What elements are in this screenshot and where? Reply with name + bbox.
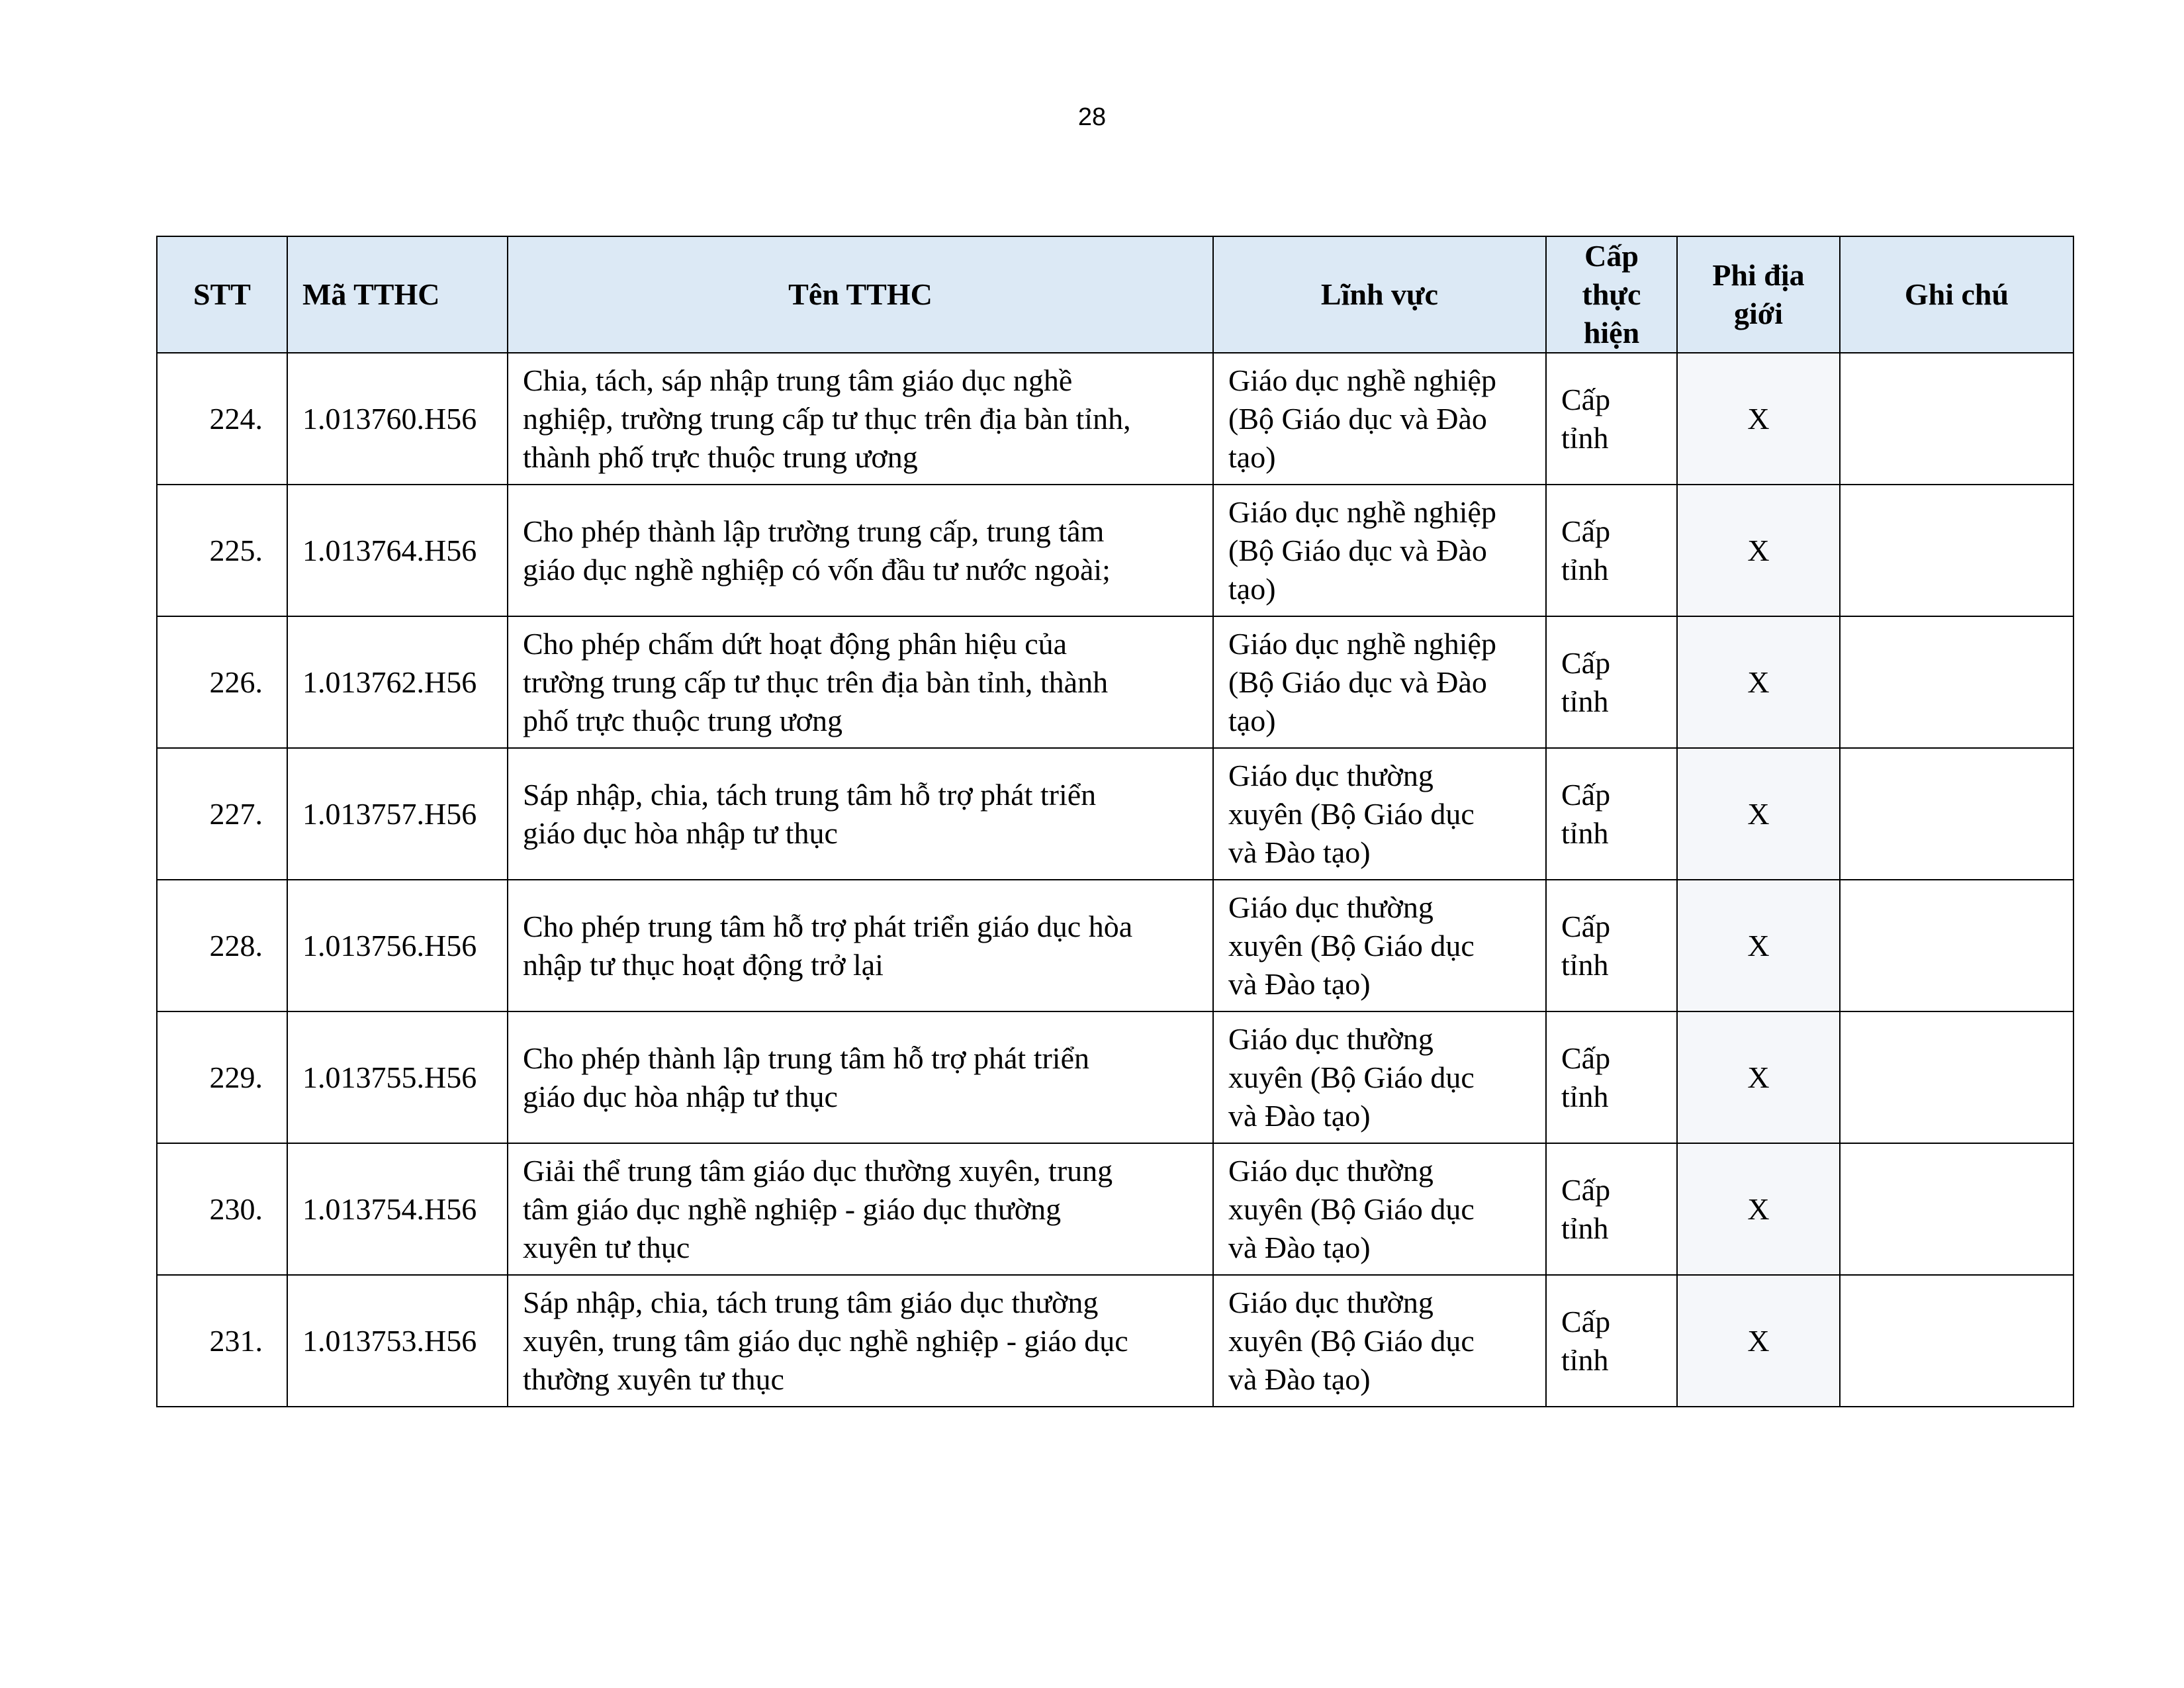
cell-stt: 227. (157, 748, 287, 880)
field-line: và Đào tạo) (1228, 966, 1371, 1001)
field-line: và Đào tạo) (1228, 1362, 1371, 1396)
cell-level (1546, 353, 1677, 485)
name-line: thành phố trực thuộc trung ương (523, 440, 918, 474)
cell-stt: 229. (157, 1011, 287, 1143)
cell-nonlocal: X (1677, 1275, 1840, 1407)
cell-stt: 225. (157, 485, 287, 616)
level-line: Cấp (1561, 777, 1611, 812)
field-line: và Đào tạo) (1228, 1098, 1371, 1133)
field-line: Giáo dục thường (1228, 1153, 1433, 1188)
header-nonlocal (1677, 236, 1840, 353)
name-line: nghiệp, trường trung cấp tư thục trên địa bàn tỉnh, (523, 401, 1131, 436)
name-line: trường trung cấp tư thục trên địa bàn tỉnh, thành (523, 665, 1109, 699)
cell-nonlocal: X (1677, 1011, 1840, 1143)
cell-field (1213, 485, 1546, 616)
header-level-line: hiện (1583, 316, 1640, 350)
field-line: xuyên (Bộ Giáo dục (1228, 1060, 1475, 1094)
field-line: tạo) (1228, 571, 1276, 606)
table-header-row (157, 236, 2073, 353)
cell-code: 1.013757.H56 (287, 748, 508, 880)
name-line: Cho phép chấm dứt hoạt động phân hiệu của (523, 626, 1068, 661)
cell-stt: 224. (157, 353, 287, 485)
name-line: Sáp nhập, chia, tách trung tâm hỗ trợ phát triển (523, 777, 1097, 812)
header-code: Mã TTHC (287, 236, 508, 353)
cell-note (1840, 616, 2073, 748)
cell-code: 1.013760.H56 (287, 353, 508, 485)
cell-name (508, 1143, 1213, 1275)
level-line: tỉnh (1561, 552, 1609, 586)
cell-stt: 231. (157, 1275, 287, 1407)
cell-nonlocal: X (1677, 880, 1840, 1011)
table-row (157, 353, 2073, 485)
name-line: xuyên tư thục (523, 1230, 690, 1264)
field-line: và Đào tạo) (1228, 835, 1371, 869)
field-line: xuyên (Bộ Giáo dục (1228, 928, 1475, 962)
cell-code: 1.013764.H56 (287, 485, 508, 616)
field-line: Giáo dục thường (1228, 890, 1433, 924)
table-row (157, 485, 2073, 616)
name-line: phố trực thuộc trung ương (523, 703, 842, 737)
level-line: Cấp (1561, 514, 1611, 548)
cell-level (1546, 748, 1677, 880)
header-level-line: Cấp (1584, 239, 1639, 273)
cell-nonlocal: X (1677, 1143, 1840, 1275)
cell-nonlocal: X (1677, 616, 1840, 748)
cell-field (1213, 353, 1546, 485)
table-row (157, 616, 2073, 748)
cell-level (1546, 616, 1677, 748)
level-line: Cấp (1561, 1041, 1611, 1075)
level-line: tỉnh (1561, 1342, 1609, 1377)
field-line: Giáo dục nghề nghiệp (1228, 363, 1496, 397)
cell-name (508, 748, 1213, 880)
cell-stt: 230. (157, 1143, 287, 1275)
field-line: xuyên (Bộ Giáo dục (1228, 1323, 1475, 1358)
level-line: tỉnh (1561, 947, 1609, 982)
cell-nonlocal: X (1677, 748, 1840, 880)
cell-name (508, 1275, 1213, 1407)
cell-level (1546, 1275, 1677, 1407)
level-line: tỉnh (1561, 684, 1609, 718)
name-line: giáo dục nghề nghiệp có vốn đầu tư nước ngoài; (523, 552, 1111, 586)
field-line: tạo) (1228, 440, 1276, 474)
cell-field (1213, 880, 1546, 1011)
level-line: Cấp (1561, 382, 1611, 416)
field-line: Giáo dục thường (1228, 1021, 1433, 1056)
cell-note (1840, 1011, 2073, 1143)
cell-field (1213, 1143, 1546, 1275)
cell-stt: 228. (157, 880, 287, 1011)
name-line: giáo dục hòa nhập tư thục (523, 1079, 838, 1113)
cell-code: 1.013753.H56 (287, 1275, 508, 1407)
name-line: thường xuyên tư thục (523, 1362, 784, 1396)
level-line: tỉnh (1561, 420, 1609, 455)
field-line: xuyên (Bộ Giáo dục (1228, 1192, 1475, 1226)
cell-code: 1.013755.H56 (287, 1011, 508, 1143)
field-line: Giáo dục nghề nghiệp (1228, 494, 1496, 529)
cell-level (1546, 1011, 1677, 1143)
name-line: tâm giáo dục nghề nghiệp - giáo dục thường (523, 1192, 1062, 1226)
cell-note (1840, 485, 2073, 616)
cell-level (1546, 1143, 1677, 1275)
cell-note (1840, 748, 2073, 880)
header-nonlocal-line: giới (1733, 297, 1784, 330)
name-line: Chia, tách, sáp nhập trung tâm giáo dục nghề (523, 363, 1073, 397)
field-line: Giáo dục nghề nghiệp (1228, 626, 1496, 661)
name-line: Cho phép thành lập trung tâm hỗ trợ phát triển (523, 1041, 1089, 1075)
level-line: tỉnh (1561, 1211, 1609, 1245)
cell-level (1546, 880, 1677, 1011)
field-line: Giáo dục thường (1228, 1285, 1433, 1319)
header-name: Tên TTHC (508, 236, 1213, 353)
field-line: (Bộ Giáo dục và Đào (1228, 533, 1487, 567)
level-line: tỉnh (1561, 1079, 1609, 1113)
page-number: 28 (1077, 103, 1107, 131)
field-line: (Bộ Giáo dục và Đào (1228, 401, 1487, 436)
cell-code: 1.013762.H56 (287, 616, 508, 748)
cell-field (1213, 1275, 1546, 1407)
header-level (1546, 236, 1677, 353)
field-line: Giáo dục thường (1228, 758, 1433, 792)
procedures-table (156, 236, 2074, 1407)
cell-nonlocal: X (1677, 485, 1840, 616)
name-line: Cho phép thành lập trường trung cấp, trung tâm (523, 514, 1105, 548)
cell-name (508, 616, 1213, 748)
level-line: Cấp (1561, 645, 1611, 680)
name-line: xuyên, trung tâm giáo dục nghề nghiệp - giáo dục (523, 1323, 1128, 1358)
cell-name (508, 353, 1213, 485)
name-line: giáo dục hòa nhập tư thục (523, 816, 838, 850)
cell-field (1213, 616, 1546, 748)
field-line: và Đào tạo) (1228, 1230, 1371, 1264)
header-stt: STT (157, 236, 287, 353)
name-line: Cho phép trung tâm hỗ trợ phát triển giáo dục hòa (523, 909, 1133, 943)
field-line: (Bộ Giáo dục và Đào (1228, 665, 1487, 699)
table-row (157, 1011, 2073, 1143)
table-row (157, 1143, 2073, 1275)
cell-level (1546, 485, 1677, 616)
field-line: tạo) (1228, 703, 1276, 737)
cell-note (1840, 1143, 2073, 1275)
header-nonlocal-line: Phi địa (1712, 258, 1805, 292)
table-row (157, 748, 2073, 880)
level-line: Cấp (1561, 1172, 1611, 1207)
cell-note (1840, 880, 2073, 1011)
level-line: Cấp (1561, 1304, 1611, 1338)
cell-stt: 226. (157, 616, 287, 748)
table-row (157, 880, 2073, 1011)
cell-field (1213, 748, 1546, 880)
header-note: Ghi chú (1840, 236, 2073, 353)
level-line: tỉnh (1561, 816, 1609, 850)
cell-name (508, 880, 1213, 1011)
header-field: Lĩnh vực (1213, 236, 1546, 353)
table-row (157, 1275, 2073, 1407)
cell-name (508, 485, 1213, 616)
cell-code: 1.013756.H56 (287, 880, 508, 1011)
cell-name (508, 1011, 1213, 1143)
header-level-line: thực (1582, 277, 1641, 311)
cell-note (1840, 353, 2073, 485)
cell-nonlocal: X (1677, 353, 1840, 485)
name-line: nhập tư thục hoạt động trở lại (523, 947, 884, 982)
name-line: Giải thể trung tâm giáo dục thường xuyên, trung (523, 1153, 1113, 1188)
cell-field (1213, 1011, 1546, 1143)
cell-note (1840, 1275, 2073, 1407)
level-line: Cấp (1561, 909, 1611, 943)
cell-code: 1.013754.H56 (287, 1143, 508, 1275)
name-line: Sáp nhập, chia, tách trung tâm giáo dục thường (523, 1285, 1099, 1319)
field-line: xuyên (Bộ Giáo dục (1228, 796, 1475, 831)
